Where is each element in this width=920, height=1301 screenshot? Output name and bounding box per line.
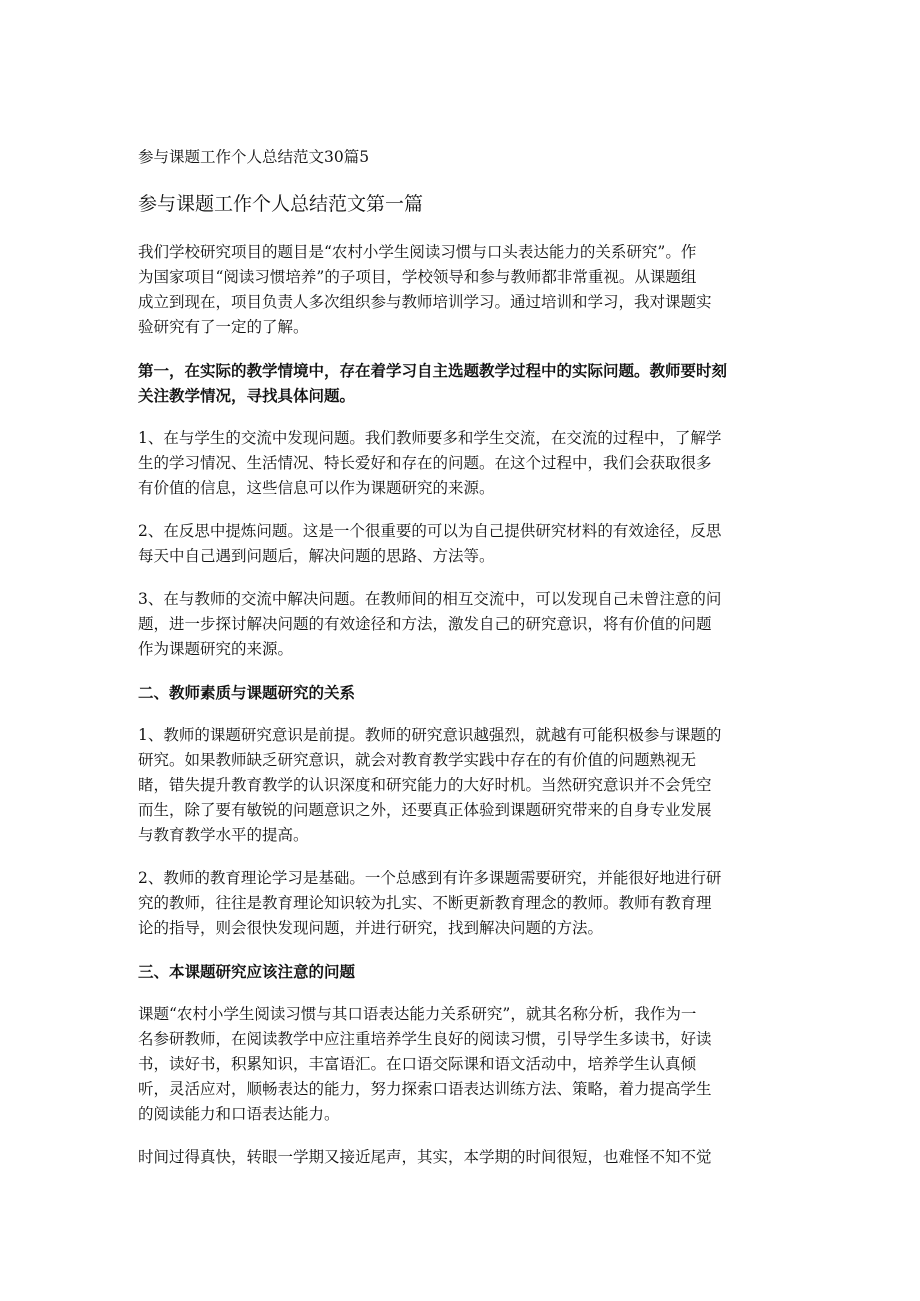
text-line: 1、教师的课题研究意识是前提。教师的研究意识越强烈，就越有可能积极参与课题的 xyxy=(138,726,722,744)
document-title: 参与课题工作个人总结范文30篇5 xyxy=(138,148,370,166)
text-line: 究的教师，往往是教育理论知识较为扎实、不断更新教育理念的教师。教师有教育理 xyxy=(138,894,712,912)
text-line: 二、教师素质与课题研究的关系 xyxy=(138,683,356,702)
text-line: 关注教学情况，寻找具体问题。 xyxy=(138,386,356,405)
text-line: 书，读好书，积累知识，丰富语汇。在口语交际课和语文活动中，培养学生认真倾 xyxy=(138,1055,697,1073)
paragraph xyxy=(138,426,782,501)
document-body xyxy=(138,240,782,1188)
text-line: 而生，除了要有敏锐的问题意识之外，还要真正体验到课题研究带来的自身专业发展 xyxy=(138,801,712,819)
text-line: 听，灵活应对，顺畅表达的能力，努力探索口语表达训练方法、策略，着力提高学生 xyxy=(138,1080,712,1098)
paragraph xyxy=(138,1002,782,1127)
text-line: 第一，在实际的教学情境中，存在着学习自主选题教学过程中的实际问题。教师要时刻 xyxy=(138,361,728,380)
text-line: 名参研教师，在阅读教学中应注重培养学生良好的阅读习惯，引导学生多读书，好读 xyxy=(138,1030,712,1048)
text-line: 1、在与学生的交流中发现问题。我们教师要多和学生交流，在交流的过程中，了解学 xyxy=(138,429,722,447)
paragraph xyxy=(138,240,782,340)
text-line: 时间过得真快，转眼一学期又接近尾声，其实，本学期的时间很短，也难怪不知不觉 xyxy=(138,1148,712,1166)
text-line: 的阅读能力和口语表达能力。 xyxy=(138,1105,340,1123)
text-line: 验研究有了一定的了解。 xyxy=(138,318,309,336)
text-line: 题，进一步探讨解决问题的有效途径和方法，激发自己的研究意识，将有价值的问题 xyxy=(138,615,712,633)
text-line: 有价值的信息，这些信息可以作为课题研究的来源。 xyxy=(138,479,495,497)
text-line: 与教育教学水平的提高。 xyxy=(138,826,309,844)
text-line: 三、本课题研究应该注意的问题 xyxy=(138,962,356,981)
text-line: 为国家项目“阅读习惯培养”的子项目，学校领导和参与教师都非常重视。从课题组 xyxy=(138,268,697,286)
paragraph xyxy=(138,723,782,848)
section-heading xyxy=(138,680,782,705)
section-heading xyxy=(138,959,782,984)
paragraph xyxy=(138,587,782,662)
text-line: 我们学校研究项目的题目是“农村小学生阅读习惯与口头表达能力的关系研究”。作 xyxy=(138,243,697,261)
text-line: 生的学习情况、生活情况、特长爱好和存在的问题。在这个过程中，我们会获取很多 xyxy=(138,454,712,472)
text-line: 2、在反思中提炼问题。这是一个很重要的可以为自己提供研究材料的有效途径，反思 xyxy=(138,522,722,540)
text-line: 3、在与教师的交流中解决问题。在教师间的相互交流中，可以发现自己未曾注意的问 xyxy=(138,590,722,608)
paragraph xyxy=(138,519,782,569)
text-line: 研究。如果教师缺乏研究意识，就会对教育教学实践中存在的有价值的问题熟视无 xyxy=(138,751,697,769)
paragraph xyxy=(138,1145,782,1170)
text-line: 2、教师的教育理论学习是基础。一个总感到有许多课题需要研究，并能很好地进行研 xyxy=(138,869,722,887)
text-line: 睹，错失提升教育教学的认识深度和研究能力的大好时机。当然研究意识并不会凭空 xyxy=(138,776,712,794)
section-heading xyxy=(138,358,782,408)
section-title: 参与课题工作个人总结范文第一篇 xyxy=(138,193,424,215)
text-line: 课题“农村小学生阅读习惯与其口语表达能力关系研究”，就其名称分析，我作为一 xyxy=(138,1005,697,1023)
paragraph xyxy=(138,866,782,941)
text-line: 成立到现在，项目负责人多次组织参与教师培训学习。通过培训和学习，我对课题实 xyxy=(138,293,712,311)
text-line: 论的指导，则会很快发现问题，并进行研究，找到解决问题的方法。 xyxy=(138,919,604,937)
text-line: 每天中自己遇到问题后，解决问题的思路、方法等。 xyxy=(138,547,495,565)
text-line: 作为课题研究的来源。 xyxy=(138,640,294,658)
